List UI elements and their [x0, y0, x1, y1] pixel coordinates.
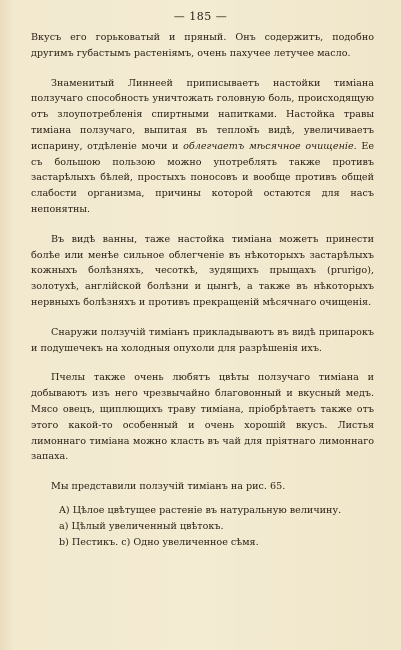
legend-item: a) Цѣлый увеличенный цвѣтокъ.	[59, 520, 224, 532]
legend-item: A) Цѣлое цвѣтущее растеніе въ натуральную величину.	[59, 504, 342, 516]
paragraph-bath: Въ видѣ ванны, таже настойка тиміана можетъ принести болѣе или менѣе сильное облегченіе въ нѣкоторыхъ застарѣлыхъ кожныхъ болѣзняхъ, чесоткѣ, зудящихъ прыщахъ (prurigo), золотухѣ, англійской болѣзни и цынгѣ, а также въ нѣкоторыхъ нервныхъ болѣзняхъ и противъ прекращеній мѣсячнаго очищенія.	[31, 233, 374, 308]
paragraph-figure-ref: Мы представили ползучій тиміанъ на рис. 65.	[51, 481, 286, 493]
paragraph-linnaeus-text-after: Ее съ большою пользою можно употреблять также противъ застарѣлыхъ бѣлей, простыхъ поносовъ и вообще противъ общей слабости организма, причины которой остаются для насъ непонятны.	[31, 140, 374, 215]
page-number: — 185 —	[173, 10, 228, 23]
paragraph-linnaeus	[31, 76, 374, 218]
paragraph-linnaeus-text-before: Знаменитый Линнеей приписываетъ настойки тиміана ползучаго способность уничтожать головную боль, происходящую отъ злоупотребленія спиртными напитками. Настойка травы тиміана ползучаго, выпитая въ теплом̆ъ видѣ, увеличиваетъ испарину, отдѣленіе мочи и	[31, 77, 374, 152]
paragraph-taste: Вкусъ его горьковатый и пряный. Онъ содержитъ, подобно другимъ губастымъ растеніямъ, очень пахучее летучее масло.	[31, 32, 374, 59]
paragraph-external-use: Снаружи ползучій тиміанъ прикладываютъ въ видѣ припарокъ и подушечекъ на холодныя опухоли для разрѣшенія ихъ.	[31, 326, 374, 354]
paragraph-linnaeus-italic: облегчаетъ мѣсячное очищеніе.	[183, 140, 357, 152]
figure-legend	[31, 503, 374, 551]
paragraph-bees: Пчелы также очень любятъ цвѣты ползучаго тиміана и добываютъ изъ него чрезвычайно благовонный и вкусный медъ. Мясо овецъ, щиплющихъ траву тиміана, пріобрѣтаетъ также отъ этого какой-то особенный и очень хорошій вкусъ. Листья лимоннаго тиміана можно класть въ чай для пріятнаго лимоннаго запаха.	[31, 372, 374, 463]
page-body	[31, 30, 374, 551]
legend-item: b) Пестикъ. c) Одно увеличенное сѣмя.	[59, 536, 259, 548]
